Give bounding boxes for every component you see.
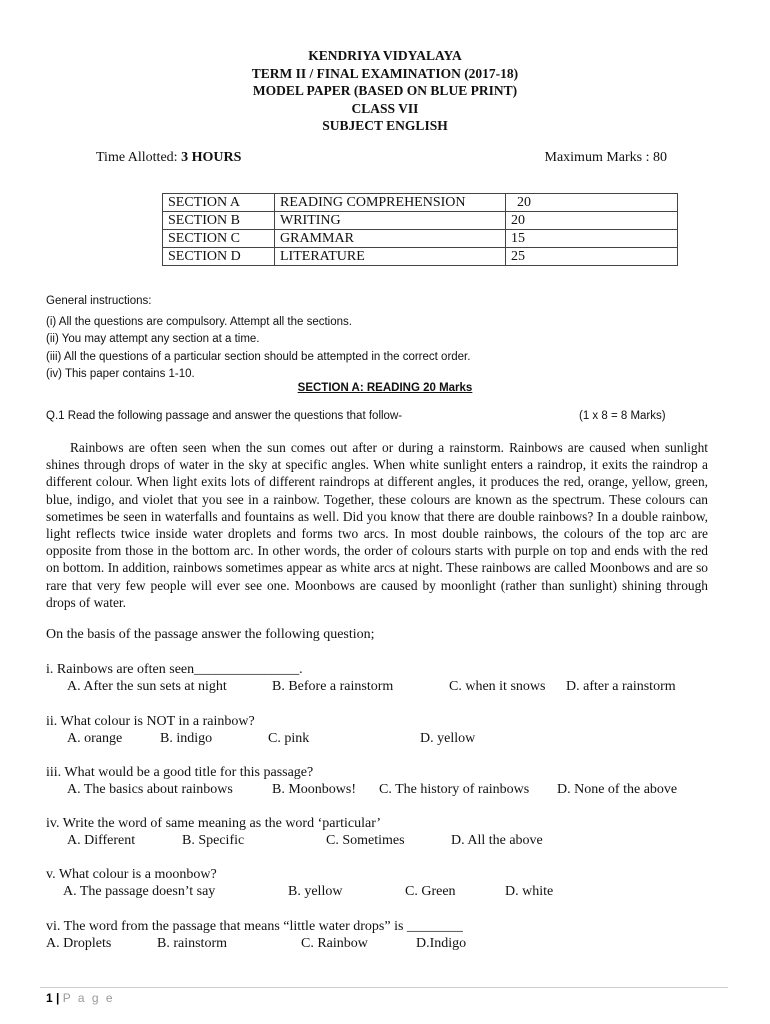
instruction-item: (ii) You may attempt any section at a time.: [46, 333, 260, 345]
question-5: v. What colour is a moonbow?: [46, 867, 217, 882]
time-value: 3 HOURS: [181, 150, 242, 165]
section-marks-cell: 15: [506, 230, 678, 248]
passage-basis-instruction: On the basis of the passage answer the following question;: [46, 627, 375, 642]
question-2-option-d: D. yellow: [420, 731, 476, 746]
instructions-title: General instructions:: [46, 295, 152, 307]
page-footer: [46, 991, 115, 1005]
q1-instruction: Q.1 Read the following passage and answer the questions that follow-: [46, 410, 403, 422]
exam-title: TERM II / FINAL EXAMINATION (2017-18): [251, 65, 519, 81]
page-word: P a g e: [62, 991, 115, 1005]
question-4: iv. Write the word of same meaning as the word ‘particular’: [46, 816, 382, 831]
question-5-option-b: B. yellow: [288, 884, 343, 899]
section-marks-cell: 20: [506, 212, 678, 230]
question-5-option-d: D. white: [505, 884, 554, 899]
question-2-option-a: A. orange: [67, 731, 123, 746]
section-name-cell: GRAMMAR: [275, 230, 506, 248]
paper-title: MODEL PAPER (BASED ON BLUE PRINT): [252, 83, 518, 98]
question-3-option-d: D. None of the above: [557, 782, 678, 797]
question-3-option-b: B. Moonbows!: [272, 782, 357, 797]
section-cell: SECTION C: [163, 230, 275, 248]
section-cell: SECTION B: [163, 212, 275, 230]
reading-passage: Rainbows are often seen when the sun comes out after or during a rainstorm. Rainbows are caused when sunlight shines through drops of water in the sky at specific angles. When white sunlight enters a raindrop, it exits the raindrop a different colour. When light exits lots of different raindrops at different angles, it produces the red, orange, yellow, green, blue, indigo, and violet that you see in a rainbow. Together, these colours are known as the spectrum. These colours can sometimes be seen in waterfalls and fountains as well. Did you know that there are double rainbows? In a double rainbow, light reflects twice inside water droplets and forms two arcs. In most double rainbows, the colours of the top arc are opposite from those in the bottom arc. In other words, the order of colours starts with purple on top and ends with the red on bottom. In addition, rainbows sometimes appear as white arcs at night. These rainbows are called Moonbows and are so rare that very few people will ever see one. Moonbows are caused by moonlight (rather than sunlight) shining through drops of water.: [46, 440, 708, 610]
section-name-cell: WRITING: [275, 212, 506, 230]
question-6-option-d: D.Indigo: [416, 936, 467, 951]
question-6-option-b: B. rainstorm: [157, 936, 227, 951]
table-row: [163, 212, 678, 230]
section-cell: SECTION D: [163, 248, 275, 266]
question-4-option-a: A. Different: [67, 833, 136, 848]
question-6: vi. The word from the passage that means “little water drops” is ________: [46, 919, 463, 934]
instruction-item: (iv) This paper contains 1-10.: [46, 368, 195, 380]
question-4-option-c: C. Sometimes: [326, 833, 405, 848]
section-marks-cell: 20: [506, 194, 678, 212]
maximum-marks: Maximum Marks : 80: [544, 150, 667, 165]
question-3: iii. What would be a good title for this passage?: [46, 765, 314, 780]
question-2-option-b: B. indigo: [160, 731, 213, 746]
question-6-option-c: C. Rainbow: [301, 936, 368, 951]
question-2-option-c: C. pink: [268, 731, 310, 746]
question-1: i. Rainbows are often seen_______________.: [46, 662, 303, 677]
table-row: [163, 248, 678, 266]
page-number: 1: [46, 991, 53, 1005]
question-1-option-b: B. Before a rainstorm: [272, 679, 394, 694]
question-3-option-c: C. The history of rainbows: [379, 782, 530, 797]
section-a-title: SECTION A: READING 20 Marks: [297, 382, 473, 394]
general-instructions: [46, 293, 470, 384]
question-4-option-b: B. Specific: [182, 833, 245, 848]
question-2: ii. What colour is NOT in a rainbow?: [46, 714, 255, 729]
section-name-cell: LITERATURE: [275, 248, 506, 266]
q1-marks: (1 x 8 = 8 Marks): [579, 410, 666, 422]
question-1-option-c: C. when it snows: [449, 679, 546, 694]
question-1-option-a: A. After the sun sets at night: [67, 679, 227, 694]
table-row: [163, 230, 678, 248]
class-title: CLASS VII: [351, 100, 419, 116]
question-5-option-c: C. Green: [405, 884, 456, 899]
section-marks-cell: 25: [506, 248, 678, 266]
instruction-item: (i) All the questions are compulsory. Attempt all the sections.: [46, 315, 352, 328]
page-separator: |: [56, 991, 60, 1005]
question-5-option-a: A. The passage doesn’t say: [63, 884, 216, 899]
school-name: KENDRIYA VIDYALAYA: [308, 48, 462, 63]
section-name-cell: READING COMPREHENSION: [275, 194, 506, 212]
subject-title: SUBJECT ENGLISH: [322, 118, 448, 133]
time-label: Time Allotted:: [96, 150, 178, 165]
instruction-item: (iii) All the questions of a particular section should be attempted in the correct order.: [46, 350, 471, 363]
time-allotted: [96, 150, 241, 166]
paper-header: [0, 47, 770, 135]
question-4-option-d: D. All the above: [451, 833, 543, 848]
question-3-option-a: A. The basics about rainbows: [67, 782, 233, 797]
sections-table: [162, 193, 678, 266]
question-6-option-a: A. Droplets: [46, 936, 112, 951]
footer-divider: [40, 987, 728, 988]
table-row: [163, 194, 678, 212]
question-1-option-d: D. after a rainstorm: [566, 679, 676, 694]
section-cell: SECTION A: [163, 194, 275, 212]
